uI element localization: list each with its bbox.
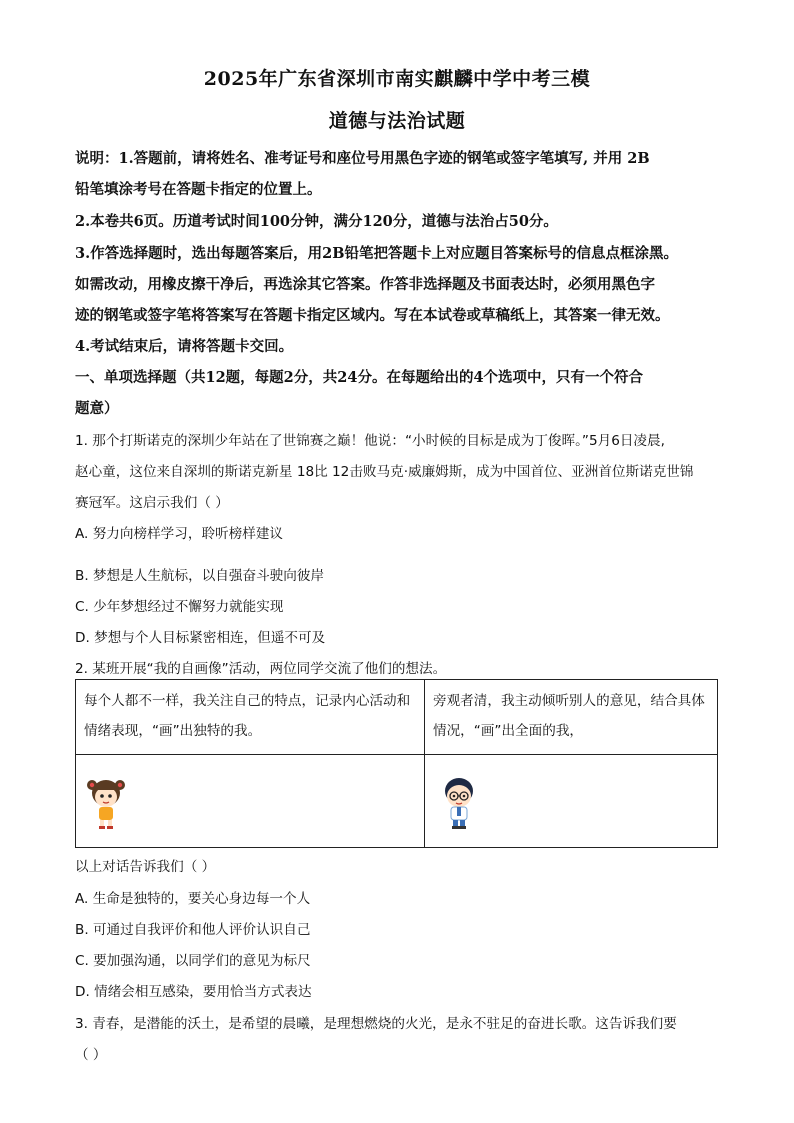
section-heading: 一、单项选择题（共12题，每题2分，共24分。在每题给出的4个选项中，只有一个符合	[75, 369, 644, 386]
instruction-line: 说明：1.答题前，请将姓名、准考证号和座位号用黑色字迹的钢笔或签字笔填写, 并用 2B	[75, 150, 650, 167]
option-d[interactable]: D. 梦想与个人目标紧密相连，但遥不可及	[75, 630, 326, 646]
question-1-stem: 赵心童，这位来自深圳的斯诺克新星 18比 12击败马克·威廉姆斯，成为中国首位、亚洲首位斯诺克世锦	[75, 464, 694, 480]
page-title: 2025年广东省深圳市南实麒麟中学中考三模	[203, 68, 591, 90]
option-a[interactable]: A. 生命是独特的，要关心身边每一个人	[75, 891, 311, 907]
question-1-stem: 赛冠军。这启示我们（ ）	[75, 495, 229, 511]
instruction-line: 2.本卷共6页。历道考试时间100分钟，满分120分，道德与法治占50分。	[75, 213, 558, 230]
section-heading: 题意）	[75, 400, 119, 417]
instruction-line: 如需改动，用橡皮擦干净后，再选涂其它答案。作答非选择题及书面表达时，必须用黑色字	[75, 276, 655, 293]
instruction-line: 4.考试结束后，请将答题卡交回。	[75, 338, 294, 355]
boy-avatar-icon	[439, 775, 479, 831]
question-2-prompt: 以上对话告诉我们（ ）	[75, 859, 216, 875]
boy-avatar-cell	[425, 755, 717, 847]
option-a[interactable]: A. 努力向榜样学习，聆听榜样建议	[75, 526, 284, 542]
option-d[interactable]: D. 情绪会相互感染，要用恰当方式表达	[75, 984, 312, 1000]
girl-avatar-cell	[76, 755, 424, 847]
option-b[interactable]: B. 梦想是人生航标，以自强奋斗驶向彼岸	[75, 568, 325, 584]
instruction-line: 迹的钢笔或签字笔将答案写在答题卡指定区域内。写在本试卷或草稿纸上，其答案一律无效。	[75, 307, 670, 324]
question-3-stem: 3. 青春，是潜能的沃土，是希望的晨曦，是理想燃烧的火光，是永不驻足的奋进长歌。这告诉我们要	[75, 1016, 677, 1032]
instruction-line: 3.作答选择题时，选出每题答案后，用2B铅笔把答题卡上对应题目答案标号的信息点框涂黑。	[75, 245, 678, 262]
question-3-stem: （ ）	[75, 1047, 107, 1063]
girl-avatar-icon	[86, 775, 126, 831]
right-student-text: 旁观者清，我主动倾听别人的意见，结合具体情况，“画”出全面的我，	[433, 693, 705, 739]
option-c[interactable]: C. 要加强沟通，以同学们的意见为标尺	[75, 953, 311, 969]
left-student-text: 每个人都不一样，我关注自己的特点，记录内心活动和情绪表现，“画”出独特的我。	[84, 693, 411, 739]
dialogue-table	[75, 679, 718, 848]
option-c[interactable]: C. 少年梦想经过不懈努力就能实现	[75, 599, 284, 615]
page-subtitle: 道德与法治试题	[328, 110, 466, 132]
instruction-line: 铅笔填涂考号在答题卡指定的位置上。	[75, 181, 322, 198]
question-1-stem: 1. 那个打斯诺克的深圳少年站在了世锦赛之巅！他说：“小时候的目标是成为丁俊晖。”5月6日凌晨,	[75, 433, 665, 449]
option-b[interactable]: B. 可通过自我评价和他人评价认识自己	[75, 922, 311, 938]
question-2-stem: 2. 某班开展“我的自画像”活动，两位同学交流了他们的想法。	[75, 661, 447, 677]
